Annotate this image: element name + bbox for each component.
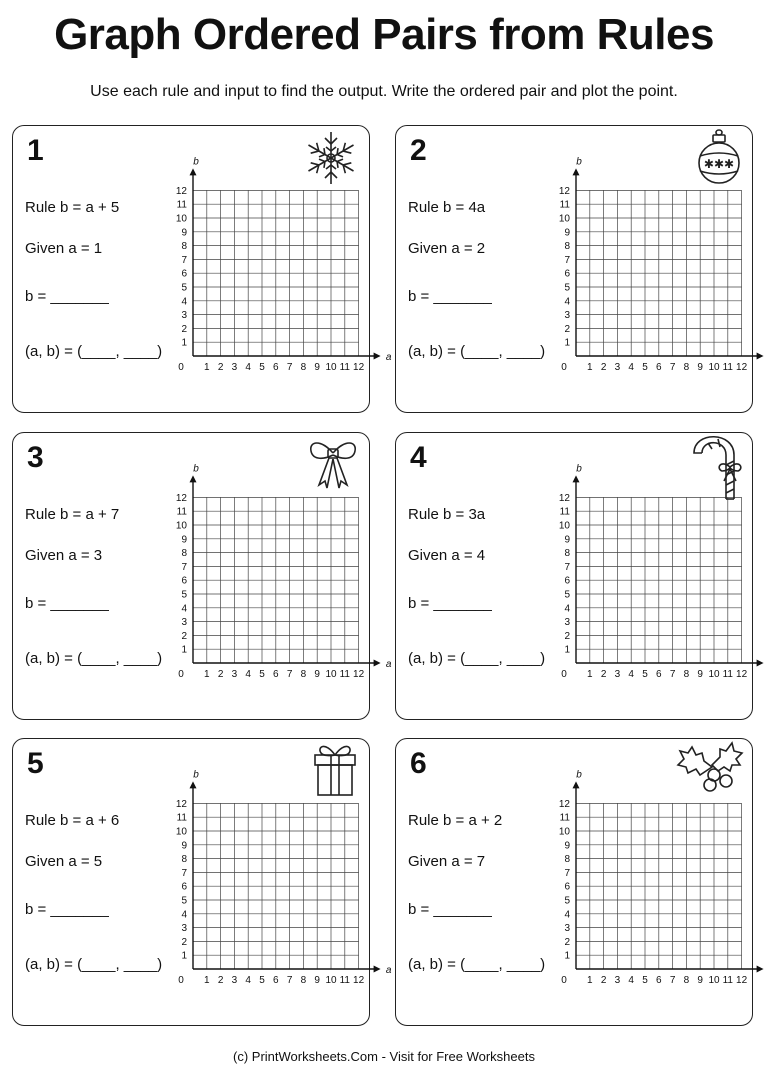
y-tick-label: 5 [181, 282, 187, 294]
x-tick-label: 5 [642, 669, 648, 680]
y-tick-label: 2 [181, 630, 187, 642]
x-tick-label: 4 [628, 669, 634, 680]
y-axis-arrow [573, 781, 580, 788]
y-axis-arrow [573, 168, 580, 175]
x-tick-label: 5 [259, 669, 265, 680]
x-tick-label: 5 [642, 362, 648, 373]
origin-label: 0 [561, 362, 567, 373]
y-axis-arrow [190, 168, 197, 175]
y-tick-label: 1 [564, 950, 570, 962]
x-tick-label: 12 [736, 669, 748, 680]
y-tick-label: 9 [181, 534, 187, 546]
y-tick-label: 1 [564, 337, 570, 349]
x-axis-arrow [757, 660, 764, 667]
x-tick-label: 11 [722, 669, 733, 680]
x-tick-label: 6 [656, 975, 662, 986]
x-tick-label: 3 [614, 975, 621, 986]
b-answer-field[interactable]: b = _______ [25, 595, 109, 612]
x-tick-label: 7 [286, 975, 293, 986]
rule-text: Rule b = 4a [408, 199, 486, 216]
x-tick-label: 6 [273, 362, 279, 373]
x-axis-arrow [374, 966, 381, 973]
y-tick-label: 4 [564, 909, 570, 921]
y-tick-label: 11 [559, 812, 570, 824]
x-tick-label: 4 [245, 669, 251, 680]
problem-number: 6 [410, 747, 427, 780]
x-tick-label: 11 [339, 669, 350, 680]
x-tick-label: 2 [217, 362, 224, 373]
x-tick-label: 9 [314, 362, 320, 373]
x-tick-label: 1 [204, 362, 210, 373]
x-tick-label: 3 [231, 362, 238, 373]
x-tick-label: 9 [697, 669, 703, 680]
y-tick-label: 11 [559, 199, 570, 211]
x-tick-label: 5 [642, 975, 648, 986]
y-tick-label: 2 [564, 323, 570, 335]
given-text: Given a = 7 [408, 853, 486, 870]
ordered-pair-field[interactable]: (a, b) = (____, ____) [408, 956, 546, 973]
x-tick-label: 2 [217, 669, 224, 680]
x-tick-label: 4 [245, 975, 251, 986]
b-answer-field[interactable]: b = _______ [408, 901, 492, 918]
y-tick-label: 8 [564, 241, 570, 253]
ordered-pair-field[interactable]: (a, b) = (____, ____) [25, 650, 163, 667]
origin-label: 0 [178, 362, 184, 373]
y-axis-arrow [190, 781, 197, 788]
x-axis-label: a [385, 352, 392, 363]
y-axis-label: b [193, 156, 199, 168]
problem-number: 2 [410, 134, 427, 167]
y-tick-label: 7 [564, 254, 570, 266]
y-axis-label: b [576, 769, 582, 781]
x-axis-arrow [374, 660, 381, 667]
problem-card-2 [395, 125, 753, 413]
x-tick-label: 6 [273, 975, 279, 986]
x-tick-label: 11 [339, 362, 350, 373]
rule-text: Rule b = a + 7 [25, 506, 120, 523]
y-tick-label: 3 [564, 310, 570, 322]
y-tick-label: 2 [564, 936, 570, 948]
x-tick-label: 8 [683, 669, 690, 680]
y-tick-label: 6 [564, 881, 570, 893]
x-tick-label: 7 [669, 669, 676, 680]
y-tick-label: 12 [558, 185, 570, 197]
x-tick-label: 3 [614, 362, 621, 373]
y-tick-label: 2 [564, 630, 570, 642]
footer: (c) PrintWorksheets.Com - Visit for Free Worksheets [233, 1049, 535, 1064]
y-tick-label: 12 [175, 185, 187, 197]
x-tick-label: 1 [587, 669, 593, 680]
ordered-pair-field[interactable]: (a, b) = (____, ____) [408, 343, 546, 360]
x-tick-label: 10 [325, 975, 337, 986]
x-tick-label: 10 [708, 362, 720, 373]
x-tick-label: 2 [600, 975, 607, 986]
given-text: Given a = 2 [408, 240, 486, 257]
grid-lines [576, 803, 742, 969]
snowflake-icon [303, 128, 359, 193]
y-tick-label: 3 [564, 923, 570, 935]
x-tick-label: 12 [736, 975, 748, 986]
y-tick-label: 9 [564, 534, 570, 546]
holly-icon [676, 741, 742, 798]
grid-lines [576, 190, 742, 356]
y-tick-label: 5 [181, 895, 187, 907]
problem-card-3 [12, 432, 392, 720]
y-tick-label: 5 [564, 895, 570, 907]
x-tick-label: 4 [245, 362, 251, 373]
x-axis-label: a [385, 965, 392, 976]
b-answer-field[interactable]: b = _______ [408, 595, 492, 612]
y-tick-label: 2 [181, 323, 187, 335]
rule-text: Rule b = a + 6 [25, 812, 120, 829]
x-tick-label: 12 [736, 362, 748, 373]
y-tick-label: 8 [564, 854, 570, 866]
y-tick-label: 8 [564, 548, 570, 560]
y-tick-label: 2 [181, 936, 187, 948]
y-tick-label: 4 [181, 603, 187, 615]
y-tick-label: 3 [181, 617, 187, 629]
y-tick-label: 3 [564, 617, 570, 629]
origin-label: 0 [561, 669, 567, 680]
y-tick-label: 7 [181, 254, 187, 266]
y-tick-label: 8 [181, 854, 187, 866]
x-tick-label: 2 [600, 669, 607, 680]
x-tick-label: 7 [669, 975, 676, 986]
y-tick-label: 11 [559, 506, 570, 518]
problem-card-1 [12, 125, 392, 413]
candy-cane-icon [692, 435, 742, 508]
y-tick-label: 5 [181, 589, 187, 601]
y-tick-label: 10 [558, 826, 570, 838]
x-tick-label: 11 [722, 975, 733, 986]
y-tick-label: 7 [181, 867, 187, 879]
x-tick-label: 2 [600, 362, 607, 373]
y-tick-label: 9 [564, 840, 570, 852]
ordered-pair-field[interactable]: (a, b) = (____, ____) [408, 650, 546, 667]
given-text: Given a = 5 [25, 853, 103, 870]
x-tick-label: 5 [259, 975, 265, 986]
y-tick-label: 9 [181, 840, 187, 852]
y-tick-label: 11 [176, 199, 187, 211]
x-axis-arrow [757, 353, 764, 360]
y-axis-label: b [193, 463, 199, 475]
x-tick-label: 10 [325, 362, 337, 373]
y-tick-label: 6 [564, 268, 570, 280]
y-tick-label: 12 [558, 492, 570, 504]
y-axis-arrow [573, 475, 580, 482]
y-tick-label: 10 [558, 520, 570, 532]
y-tick-label: 4 [564, 603, 570, 615]
x-tick-label: 9 [697, 362, 703, 373]
x-tick-label: 10 [325, 669, 337, 680]
coordinate-grid[interactable] [546, 769, 748, 986]
bow-icon [307, 435, 359, 496]
y-tick-label: 10 [175, 826, 187, 838]
b-answer-field[interactable]: b = _______ [25, 901, 109, 918]
y-tick-label: 1 [181, 950, 187, 962]
y-tick-label: 10 [558, 213, 570, 225]
y-axis-arrow [190, 475, 197, 482]
ordered-pair-field[interactable]: (a, b) = (____, ____) [25, 343, 163, 360]
b-answer-field[interactable]: b = _______ [25, 288, 109, 305]
y-tick-label: 12 [558, 798, 570, 810]
given-text: Given a = 4 [408, 547, 486, 564]
x-tick-label: 10 [708, 669, 720, 680]
x-tick-label: 1 [204, 669, 210, 680]
y-tick-label: 5 [564, 589, 570, 601]
y-tick-label: 4 [181, 909, 187, 921]
x-tick-label: 3 [231, 669, 238, 680]
x-tick-label: 9 [314, 975, 320, 986]
ordered-pair-field[interactable]: (a, b) = (____, ____) [25, 956, 163, 973]
svg-text:✱✱✱: ✱✱✱ [703, 157, 735, 171]
y-tick-label: 4 [564, 296, 570, 308]
y-tick-label: 10 [175, 520, 187, 532]
x-tick-label: 7 [286, 362, 293, 373]
x-axis-arrow [757, 966, 764, 973]
x-tick-label: 8 [683, 975, 690, 986]
y-tick-label: 7 [564, 561, 570, 573]
y-tick-label: 12 [175, 798, 187, 810]
x-tick-label: 8 [300, 362, 307, 373]
y-tick-label: 6 [181, 881, 187, 893]
x-tick-label: 12 [353, 975, 365, 986]
rule-text: Rule b = a + 2 [408, 812, 503, 829]
y-tick-label: 11 [176, 506, 187, 518]
y-tick-label: 12 [175, 492, 187, 504]
y-tick-label: 6 [181, 575, 187, 587]
y-tick-label: 9 [564, 227, 570, 239]
x-tick-label: 12 [353, 362, 365, 373]
grid-lines [576, 497, 742, 663]
x-tick-label: 2 [217, 975, 224, 986]
x-tick-label: 9 [314, 669, 320, 680]
y-tick-label: 4 [181, 296, 187, 308]
x-tick-label: 5 [259, 362, 265, 373]
x-axis-arrow [374, 353, 381, 360]
x-axis-label: a [385, 659, 392, 670]
x-tick-label: 6 [273, 669, 279, 680]
problem-number: 4 [410, 441, 427, 474]
y-tick-label: 3 [181, 310, 187, 322]
y-axis-label: b [576, 156, 582, 168]
problem-number: 1 [27, 134, 44, 167]
x-tick-label: 10 [708, 975, 720, 986]
y-tick-label: 3 [181, 923, 187, 935]
problem-card-5 [12, 738, 392, 1026]
problem-number: 5 [27, 747, 44, 780]
given-text: Given a = 1 [25, 240, 103, 257]
x-tick-label: 6 [656, 362, 662, 373]
y-tick-label: 8 [181, 241, 187, 253]
x-tick-label: 8 [300, 669, 307, 680]
grid-lines [193, 190, 359, 356]
x-tick-label: 1 [587, 362, 593, 373]
b-answer-field[interactable]: b = _______ [408, 288, 492, 305]
y-tick-label: 11 [176, 812, 187, 824]
given-text: Given a = 3 [25, 547, 103, 564]
x-tick-label: 11 [722, 362, 733, 373]
x-tick-label: 11 [339, 975, 350, 986]
y-tick-label: 1 [181, 644, 187, 656]
y-tick-label: 6 [564, 575, 570, 587]
gift-icon [311, 741, 359, 802]
x-tick-label: 7 [669, 362, 676, 373]
x-tick-label: 8 [683, 362, 690, 373]
grid-lines [193, 803, 359, 969]
y-tick-label: 7 [181, 561, 187, 573]
origin-label: 0 [178, 669, 184, 680]
x-tick-label: 4 [628, 975, 634, 986]
x-tick-label: 9 [697, 975, 703, 986]
problem-card-4 [395, 432, 753, 720]
grid-lines [193, 497, 359, 663]
problem-number: 3 [27, 441, 44, 474]
x-tick-label: 3 [614, 669, 621, 680]
origin-label: 0 [178, 975, 184, 986]
instructions: Use each rule and input to find the output. Write the ordered pair and plot the point. [90, 83, 678, 100]
x-tick-label: 1 [204, 975, 210, 986]
x-tick-label: 7 [286, 669, 293, 680]
y-tick-label: 5 [564, 282, 570, 294]
problem-card-6 [395, 738, 753, 1026]
origin-label: 0 [561, 975, 567, 986]
y-tick-label: 8 [181, 548, 187, 560]
x-tick-label: 8 [300, 975, 307, 986]
x-tick-label: 12 [353, 669, 365, 680]
y-axis-label: b [576, 463, 582, 475]
y-tick-label: 6 [181, 268, 187, 280]
rule-text: Rule b = a + 5 [25, 199, 120, 216]
y-tick-label: 1 [564, 644, 570, 656]
ornament-icon [696, 128, 742, 193]
y-tick-label: 1 [181, 337, 187, 349]
rule-text: Rule b = 3a [408, 506, 486, 523]
y-tick-label: 7 [564, 867, 570, 879]
y-axis-label: b [193, 769, 199, 781]
y-tick-label: 10 [175, 213, 187, 225]
y-tick-label: 9 [181, 227, 187, 239]
x-tick-label: 3 [231, 975, 238, 986]
x-tick-label: 4 [628, 362, 634, 373]
x-tick-label: 1 [587, 975, 593, 986]
x-tick-label: 6 [656, 669, 662, 680]
page-title: Graph Ordered Pairs from Rules [54, 10, 714, 59]
